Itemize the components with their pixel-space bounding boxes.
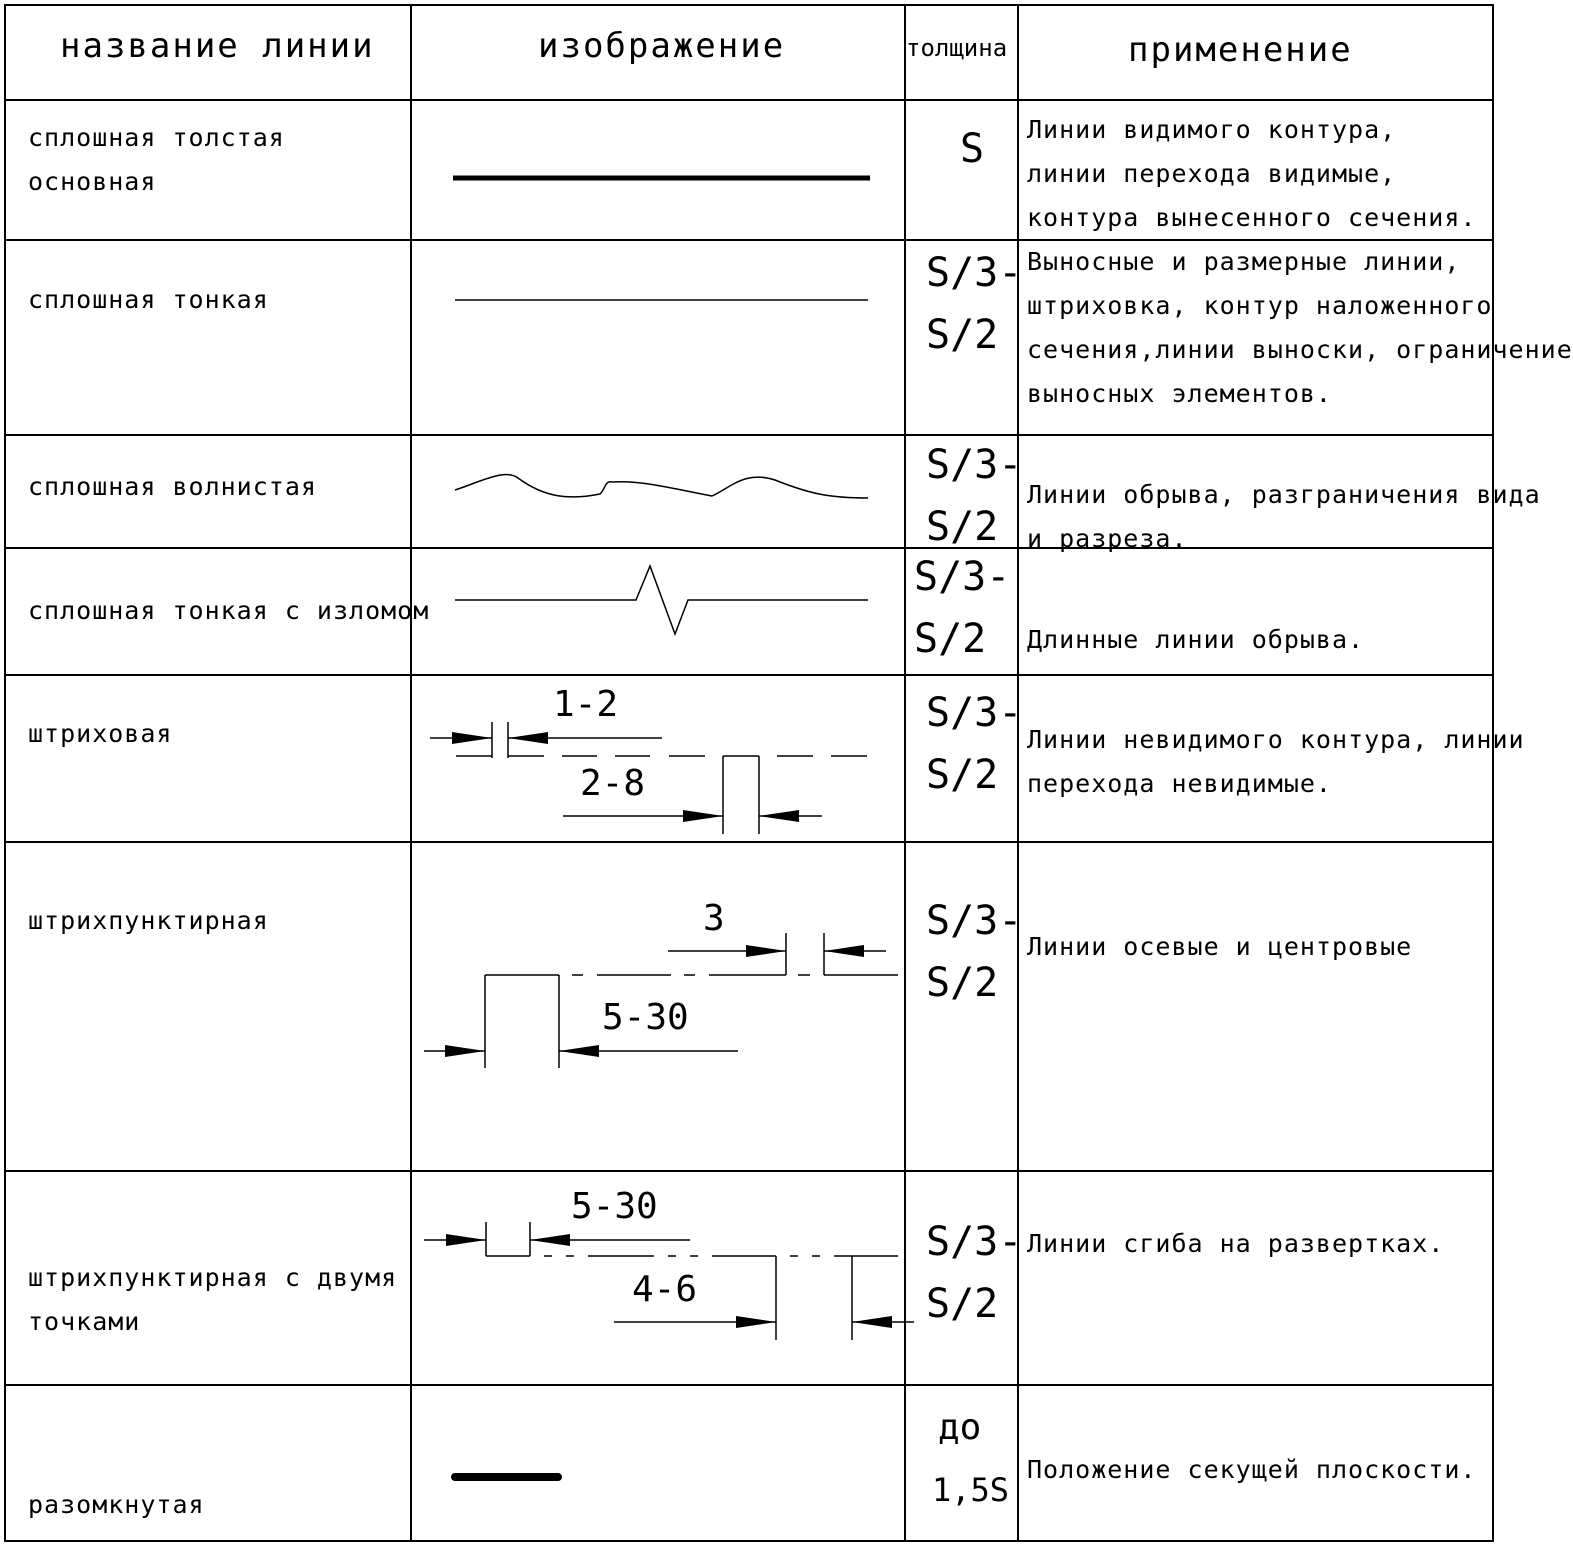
row-8-name: разомкнутая (28, 1490, 205, 1519)
row-8-usage: Положение секущей плоскости. (1027, 1455, 1477, 1484)
header-usage: применение (1128, 30, 1353, 70)
row-7-name: штрихпунктирная с двумя точками (28, 1263, 398, 1336)
row-3-thickness: S/3- S/2 (926, 442, 1023, 550)
row-5-usage: Линии невидимого контура, линии перехода невидимые. (1027, 725, 1525, 798)
dim-label-dot-gap: 3 (703, 898, 725, 939)
row-8-thickness: до 1,5S (932, 1407, 1010, 1509)
header-name: название линии (60, 26, 375, 66)
row-3-usage: Линии обрыва, разграничения вида и разреза. (1027, 480, 1541, 553)
row-5-name: штриховая (28, 719, 173, 748)
zigzag-line-sample (455, 566, 868, 634)
row-1-name: сплошная толстая основная (28, 123, 285, 196)
header-image: изображение (538, 26, 786, 66)
row-1-thickness: S (960, 126, 985, 172)
row-4-thickness: S/3- S/2 (914, 554, 1011, 662)
row-7-thickness: S/3- S/2 (926, 1219, 1023, 1327)
row-1-usage: Линии видимого контура, линии перехода видимые, контура вынесенного сечения. (1027, 115, 1477, 232)
row-6-thickness: S/3- S/2 (926, 898, 1023, 1006)
dim-label-dash-length: 2-8 (580, 763, 646, 804)
row-6-name: штрихпунктирная (28, 906, 269, 935)
dim-label-stroke-length: 5-30 (602, 997, 689, 1038)
dashed-line-sample (430, 722, 867, 834)
row-4-name: сплошная тонкая с изломом (28, 596, 430, 625)
dim-label-dash-gap: 1-2 (553, 684, 619, 725)
dim-label-dots-span: 4-6 (632, 1269, 698, 1310)
row-4-usage: Длинные линии обрыва. (1027, 625, 1365, 654)
row-2-usage: Выносные и размерные линии, штриховка, контур наложенного сечения,линии выноски, ограничение выносных элементов. (1027, 247, 1573, 408)
wavy-line-sample (455, 475, 868, 498)
row-6-usage: Линии осевые и центровые (1027, 932, 1413, 961)
row-2-name: сплошная тонкая (28, 285, 269, 314)
row-3-name: сплошная волнистая (28, 472, 317, 501)
row-5-thickness: S/3- S/2 (926, 690, 1023, 798)
dim-label-stroke-length: 5-30 (571, 1186, 658, 1227)
header-thickness: толщина (906, 34, 1008, 62)
row-2-thickness: S/3- S/2 (926, 250, 1023, 358)
row-7-usage: Линии сгиба на развертках. (1027, 1229, 1445, 1258)
